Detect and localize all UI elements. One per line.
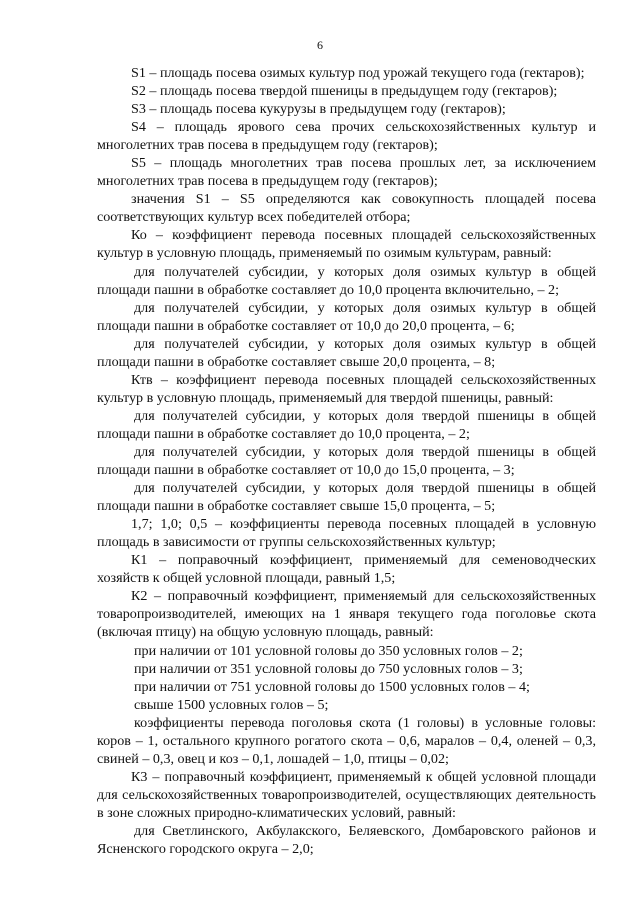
document-body: [97, 64, 596, 858]
paragraph-k2-case-1: при наличии от 101 условной головы до 350 условных голов – 2;: [134, 642, 523, 659]
paragraph-s-values: значения S1 – S5 определяются как совокупность площадей посева соответствующих культур всех победителей отбора;: [97, 191, 596, 226]
paragraph-s2: S2 – площадь посева твердой пшеницы в предыдущем году (гектаров);: [131, 83, 558, 100]
page-number: 6: [317, 38, 323, 52]
paragraph-s5: S5 – площадь многолетних трав посева прошлых лет, за исключением многолетних трав посева в предыдущем году (гектаров);: [97, 155, 596, 190]
paragraph-ko-case-2: для получателей субсидии, у которых доля озимых культур в общей площади пашни в обработке составляет от 10,0 до 20,0 процента, – 6;: [97, 299, 596, 334]
paragraph-ko-case-3: для получателей субсидии, у которых доля озимых культур в общей площади пашни в обработке составляет свыше 20,0 процента, – 8;: [97, 335, 596, 370]
paragraph-conversion-coefficients: 1,7; 1,0; 0,5 – коэффициенты перевода посевных площадей в условную площадь в зависимости от группы сельскохозяйственных культур;: [97, 516, 596, 551]
paragraph-k2-case-3: при наличии от 751 условной головы до 1500 условных голов – 4;: [134, 678, 530, 695]
paragraph-s1: S1 – площадь посева озимых культур под урожай текущего года (гектаров);: [131, 65, 585, 81]
paragraph-s4: S4 – площадь ярового сева прочих сельскохозяйственных культур и многолетних трав посева в предыдущем году (гектаров);: [97, 119, 596, 154]
paragraph-ktv-case-3: для получателей субсидии, у которых доля твердой пшеницы в общей площади пашни в обработке составляет свыше 15,0 процента, – 5;: [97, 480, 596, 515]
paragraph-livestock-coefficients: коэффициенты перевода поголовья скота (1 головы) в условные головы: коров – 1, остального крупного рогатого скота – 0,6, маралов – 0,4, оленей – 0,3, свиней – 0,3, овец и коз – 0,1, лошадей – 1,0, птицы – 0,02;: [97, 714, 596, 767]
paragraph-ko: Ко – коэффициент перевода посевных площадей сельскохозяйственных культур в условную площадь, применяемый по озимым культурам, равный:: [97, 227, 596, 262]
paragraph-k3-case-1: для Светлинского, Акбулакского, Беляевского, Домбаровского районов и Ясненского городского округа – 2,0;: [97, 822, 596, 858]
paragraph-k2: К2 – поправочный коэффициент, применяемый для сельскохозяйственных товаропроизводителей, имеющих на 1 января текущего года поголовье скота (включая птицу) на общую условную площадь, равный:: [97, 588, 596, 641]
paragraph-ko-case-1: для получателей субсидии, у которых доля озимых культур в общей площади пашни в обработке составляет до 10,0 процента включительно, – 2;: [97, 263, 596, 298]
paragraph-k2-case-4: свыше 1500 условных голов – 5;: [134, 696, 329, 713]
paragraph-s3: S3 – площадь посева кукурузы в предыдущем году (гектаров);: [131, 101, 506, 118]
paragraph-k1: К1 – поправочный коэффициент, применяемый для семеноводческих хозяйств к общей условной площади, равный 1,5;: [97, 552, 596, 587]
paragraph-k2-case-2: при наличии от 351 условной головы до 750 условных голов – 3;: [134, 660, 523, 677]
paragraph-k3: К3 – поправочный коэффициент, применяемый к общей условной площади для сельскохозяйственных товаропроизводителей, осуществляющих деятельность в зоне сложных природно-климатических условий, равный:: [97, 768, 596, 821]
paragraph-ktv-case-1: для получателей субсидии, у которых доля твердой пшеницы в общей площади пашни в обработке составляет до 10,0 процента, – 2;: [97, 407, 596, 442]
paragraph-ktv: Ктв – коэффициент перевода посевных площадей сельскохозяйственных культур в условную площадь, применяемый для твердой пшеницы, равный:: [97, 371, 596, 406]
paragraph-ktv-case-2: для получателей субсидии, у которых доля твердой пшеницы в общей площади пашни в обработке составляет от 10,0 до 15,0 процента, – 3;: [97, 443, 596, 479]
